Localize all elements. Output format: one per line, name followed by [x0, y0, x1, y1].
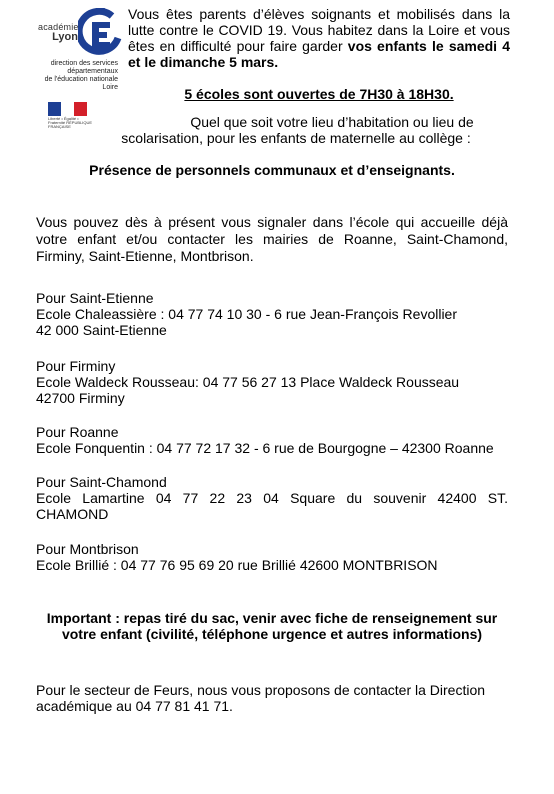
school-line: CHAMOND: [36, 506, 109, 522]
scolarisation-line: scolarisation, pour les enfants de maternelle au collège :: [121, 130, 471, 146]
school-city: Pour Roanne: [36, 424, 119, 440]
school-line: Ecole Chaleassière : 04 77 74 10 30 - 6 rue Jean-François Revollier: [36, 306, 458, 322]
dept-line: Loire: [102, 84, 118, 91]
feurs-line: académique au 04 77 81 41 71.: [36, 698, 233, 714]
intro-text: Vous êtes parents d’élèves soignants et mobilisés dans la lutte contre le COVID 19. Vous habitez dans la Loire et vous êtes en difficulté pour faire garder: [128, 6, 510, 54]
staff-presence-heading: [36, 162, 508, 178]
school-line: Ecole Brillié : 04 77 76 95 69 20 rue Brillié 42600 MONTBRISON: [36, 557, 438, 573]
flag-caption: Liberté • Égalité • Fraternité RÉPUBLIQUE FRANÇAISE: [48, 116, 93, 129]
important-line: votre enfant (civilité, téléphone urgence et autres informations): [61, 626, 483, 642]
school-city: Pour Montbrison: [36, 541, 139, 557]
feurs-line: Pour le secteur de Feurs, nous vous proposons de contacter la Direction: [36, 682, 486, 698]
school-line: Ecole Waldeck Rousseau: 04 77 56 27 13 Place Waldeck Rousseau: [36, 374, 460, 390]
school-line: Ecole Lamartine 04 77 22 23 04 Square du souvenir 42400 ST.: [36, 490, 508, 506]
intro-bold-dates: vos enfants le samedi 4 et le dimanche 5 mars.: [128, 38, 511, 70]
schools-open-text: 5 écoles sont ouvertes de 7H30 à 18H30.: [184, 86, 454, 102]
logo-line-lyon: Lyon: [52, 31, 78, 43]
intro-paragraph: [128, 6, 510, 70]
e-logo-icon: [78, 8, 122, 58]
feurs-paragraph: [36, 682, 508, 714]
academie-wordmark: [38, 22, 78, 42]
school-city: Pour Saint-Etienne: [36, 290, 154, 306]
school-line: Ecole Fonquentin : 04 77 72 17 32 - 6 rue de Bourgogne – 42300 Roanne: [36, 440, 494, 456]
school-entry: [36, 474, 508, 522]
school-entry: [36, 424, 508, 456]
scolarisation-line: Quel que soit votre lieu d’habitation ou lieu de: [190, 114, 474, 130]
school-entry: [36, 358, 508, 406]
scolarisation-paragraph: [36, 114, 508, 146]
logo-department-text: [28, 60, 118, 92]
school-entry: [36, 290, 508, 338]
school-city: Pour Firminy: [36, 358, 116, 374]
important-notice: [36, 610, 508, 642]
schools-open-heading: [128, 86, 510, 102]
dept-line: direction des services: [50, 60, 118, 67]
logo-line-academie: académie: [38, 22, 79, 32]
signal-paragraph: Vous pouvez dès à présent vous signaler dans l’école qui accueille déjà votre enfant et/ou contacter les mairies de Roanne, Saint-Chamond, Firminy, Saint-Etienne, Montbrison.: [36, 214, 508, 264]
school-line: 42 000 Saint-Etienne: [36, 322, 167, 338]
dept-line: départementaux: [67, 68, 118, 75]
school-city: Pour Saint-Chamond: [36, 474, 167, 490]
dept-line: de l'éducation nationale: [44, 76, 118, 83]
staff-presence-text: Présence de personnels communaux et d’enseignants.: [89, 162, 455, 178]
school-line: 42700 Firminy: [36, 390, 125, 406]
academie-lyon-logo: [32, 4, 118, 129]
important-line: Important : repas tiré du sac, venir avec fiche de renseignement sur: [46, 610, 498, 626]
school-entry: [36, 541, 508, 573]
